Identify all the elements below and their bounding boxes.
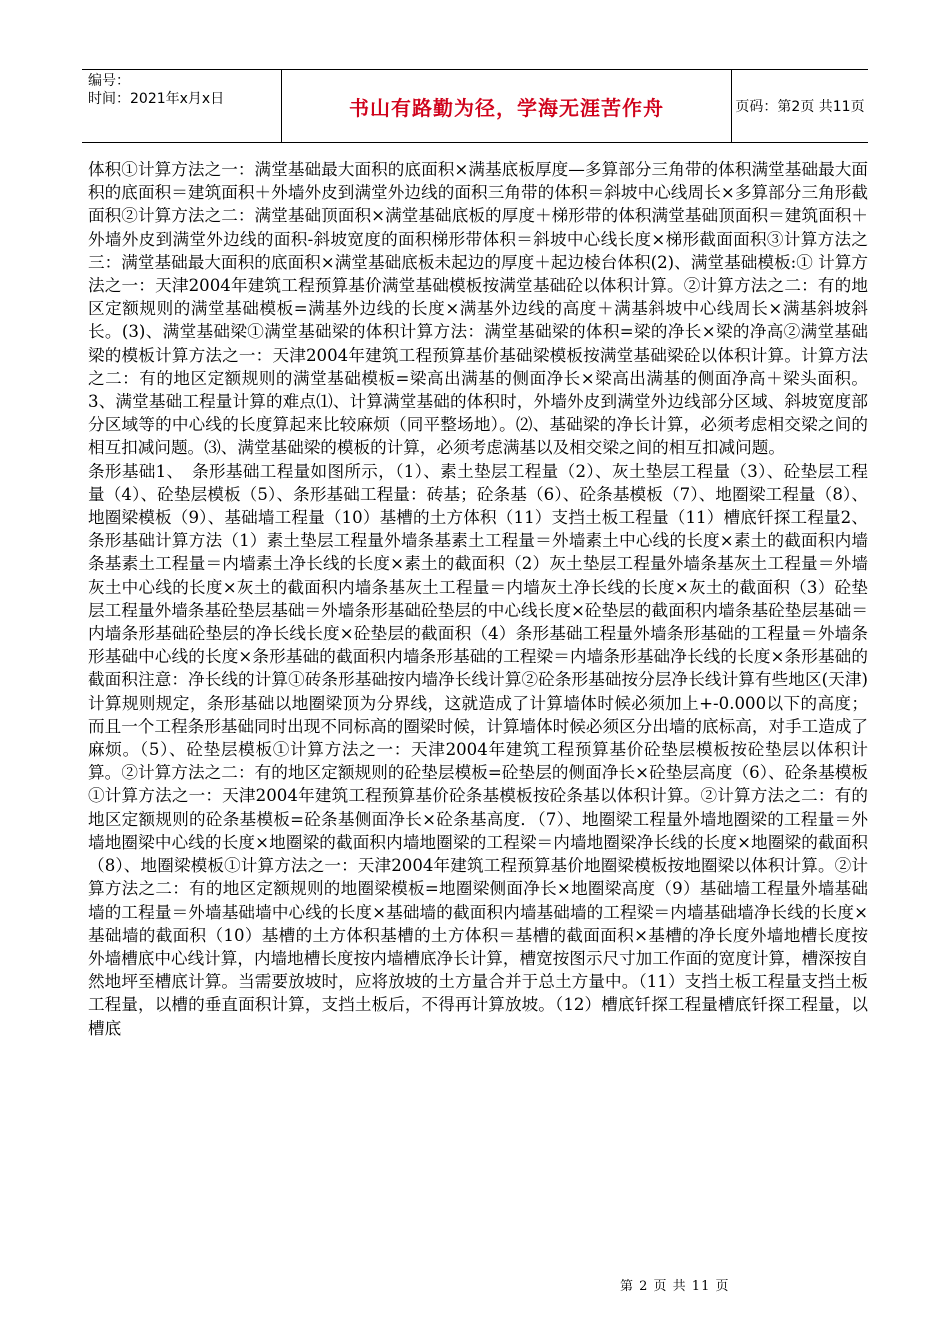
page-header [82,69,868,143]
paragraph-strip-foundation: 条形基础1、 条形基础工程量如图所示，（1）、素土垫层工程量（2）、灰土垫层工程量（3）、砼垫层工程量（4）、砼垫层模板（5）、条形基础工程量：砖基；砼条基（6）、砼条基模板（7）、地圈梁工程量（8）、地圈梁模板（9）、基础墙工程量（10）基槽的土方体积（11）支挡土板工程量（11）槽底钎探工程量2、条形基础计算方法（1）素土垫层工程量外墙条基素土工程量＝外墙素土中心线的长度×素土的截面积内墙条基素土工程量＝内墙素土净长线的长度×素土的截面积（2）灰土垫层工程量外墙条基灰土工程量＝外墙灰土中心线的长度×灰土的截面积内墙条基灰土工程量＝内墙灰土净长线的长度×灰土的截面积（3）砼垫层工程量外墙条基砼垫层基础＝外墙条形基础砼垫层的中心线长度×砼垫层的截面积内墙条基砼垫层基础＝内墙条形基础砼垫层的净长线长度×砼垫层的截面积（4）条形基础工程量外墙条形基础的工程量＝外墙条形基础中心线的长度×条形基础的截面积内墙条形基础的工程梁＝内墙条形基础净长线的长度×条形基础的截面积注意：净长线的计算①砖条形基础按内墙净长线计算②砼条形基础按分层净长线计算有些地区(天津)计算规则规定，条形基础以地圈梁顶为分界线，这就造成了计算墙体时候必须加上+-0.000以下的高度；而且一个工程条形基础同时出现不同标高的圈梁时候，计算墙体时候必须区分出墙的底标高，对手工造成了麻烦。（5）、砼垫层模板①计算方法之一：天津2004年建筑工程预算基价砼垫层模板按砼垫层以体积计算。②计算方法之二：有的地区定额规则的砼垫层模板=砼垫层的侧面净长×砼垫层高度（6）、砼条基模板①计算方法之一：天津2004年建筑工程预算基价砼条基模板按砼条基以体积计算。②计算方法之二：有的地区定额规则的砼条基模板=砼条基侧面净长×砼条基高度．（7）、地圈梁工程量外墙地圈梁的工程量＝外墙地圈梁中心线的长度×地圈梁的截面积内墙地圈梁的工程梁＝内墙地圈梁净长线的长度×地圈梁的截面积（8）、地圈梁模板①计算方法之一：天津2004年建筑工程预算基价地圈梁模板按地圈梁以体积计算。②计算方法之二：有的地区定额规则的地圈梁模板=地圈梁侧面净长×地圈梁高度（9）基础墙工程量外墙基础墙的工程量＝外墙基础墙中心线的长度×基础墙的截面积内墙基础墙的工程梁＝内墙基础墙净长线的长度×基础墙的截面积（10）基槽的土方体积基槽的土方体积＝基槽的截面面积×基槽的净长度外墙地槽长度按外墙槽底中心线计算，内墙地槽长度按内墙槽底净长计算，槽宽按图示尺寸加工作面的宽度计算，槽深按自然地坪至槽底计算。当需要放坡时，应将放坡的土方量合并于总土方量中。（11）支挡土板工程量支挡土板工程量，以槽的垂直面积计算，支挡土板后，不得再计算放坡。（12）槽底钎探工程量槽底钎探工程量，以槽底 [88,461,868,1038]
document-body [88,158,868,1040]
document-time: 时间：2021年x月x日 [88,91,225,107]
motto-text: 书山有路勤为径，学海无涯苦作舟 [349,95,664,120]
paragraph-full-foundation: 体积①计算方法之一：满堂基础最大面积的底面积×满基底板厚度—多算部分三角带的体积满堂基础最大面积的底面积＝建筑面积＋外墙外皮到满堂外边线的面积三角带的体积＝斜坡中心线周长×多算部分三角形截面积②计算方法之二：满堂基础顶面积×满堂基础底板的厚度＋梯形带的体积满堂基础顶面积＝建筑面积＋外墙外皮到满堂外边线的面积-斜坡宽度的面积梯形带体积＝斜坡中心线长度×梯形截面面积③计算方法之三：满堂基础最大面积的底面积×满堂基础底板未起边的厚度＋起边棱台体积(2)、满堂基础模板:① 计算方法之一：天津2004年建筑工程预算基价满堂基础模板按满堂基础砼以体积计算。②计算方法之二：有的地区定额规则的满堂基础模板=满基外边线的长度×满基外边线的高度＋满基斜坡中心线周长×满基斜坡斜长。(3)、满堂基础梁①满堂基础梁的体积计算方法：满堂基础梁的体积=梁的净长×梁的净高②满堂基础梁的模板计算方法之一：天津2004年建筑工程预算基价基础梁模板按满堂基础梁砼以体积计算。计算方法之二：有的地区定额规则的满堂基础模板=梁高出满基的侧面净长×梁高出满基的侧面净高＋梁头面积。3、满堂基础工程量计算的难点⑴、计算满堂基础的体积时，外墙外皮到满堂外边线部分区域、斜坡宽度部分区域等的中心线的长度算起来比较麻烦（同平整场地）。⑵、基础梁的净长计算，必须考虑相交梁之间的相互扣减问题。⑶、满堂基础梁的模板的计算，必须考虑满基以及相交梁之间的相互扣减问题。 [88,160,868,458]
page-footer: 第 2 页 共 11 页 [620,1279,730,1294]
header-page-cell [732,70,868,142]
page-indicator: 页码：第2页 共11页 [735,99,865,115]
header-meta [82,70,282,142]
document-number: 编号： [88,73,130,89]
header-motto-cell [282,70,732,142]
